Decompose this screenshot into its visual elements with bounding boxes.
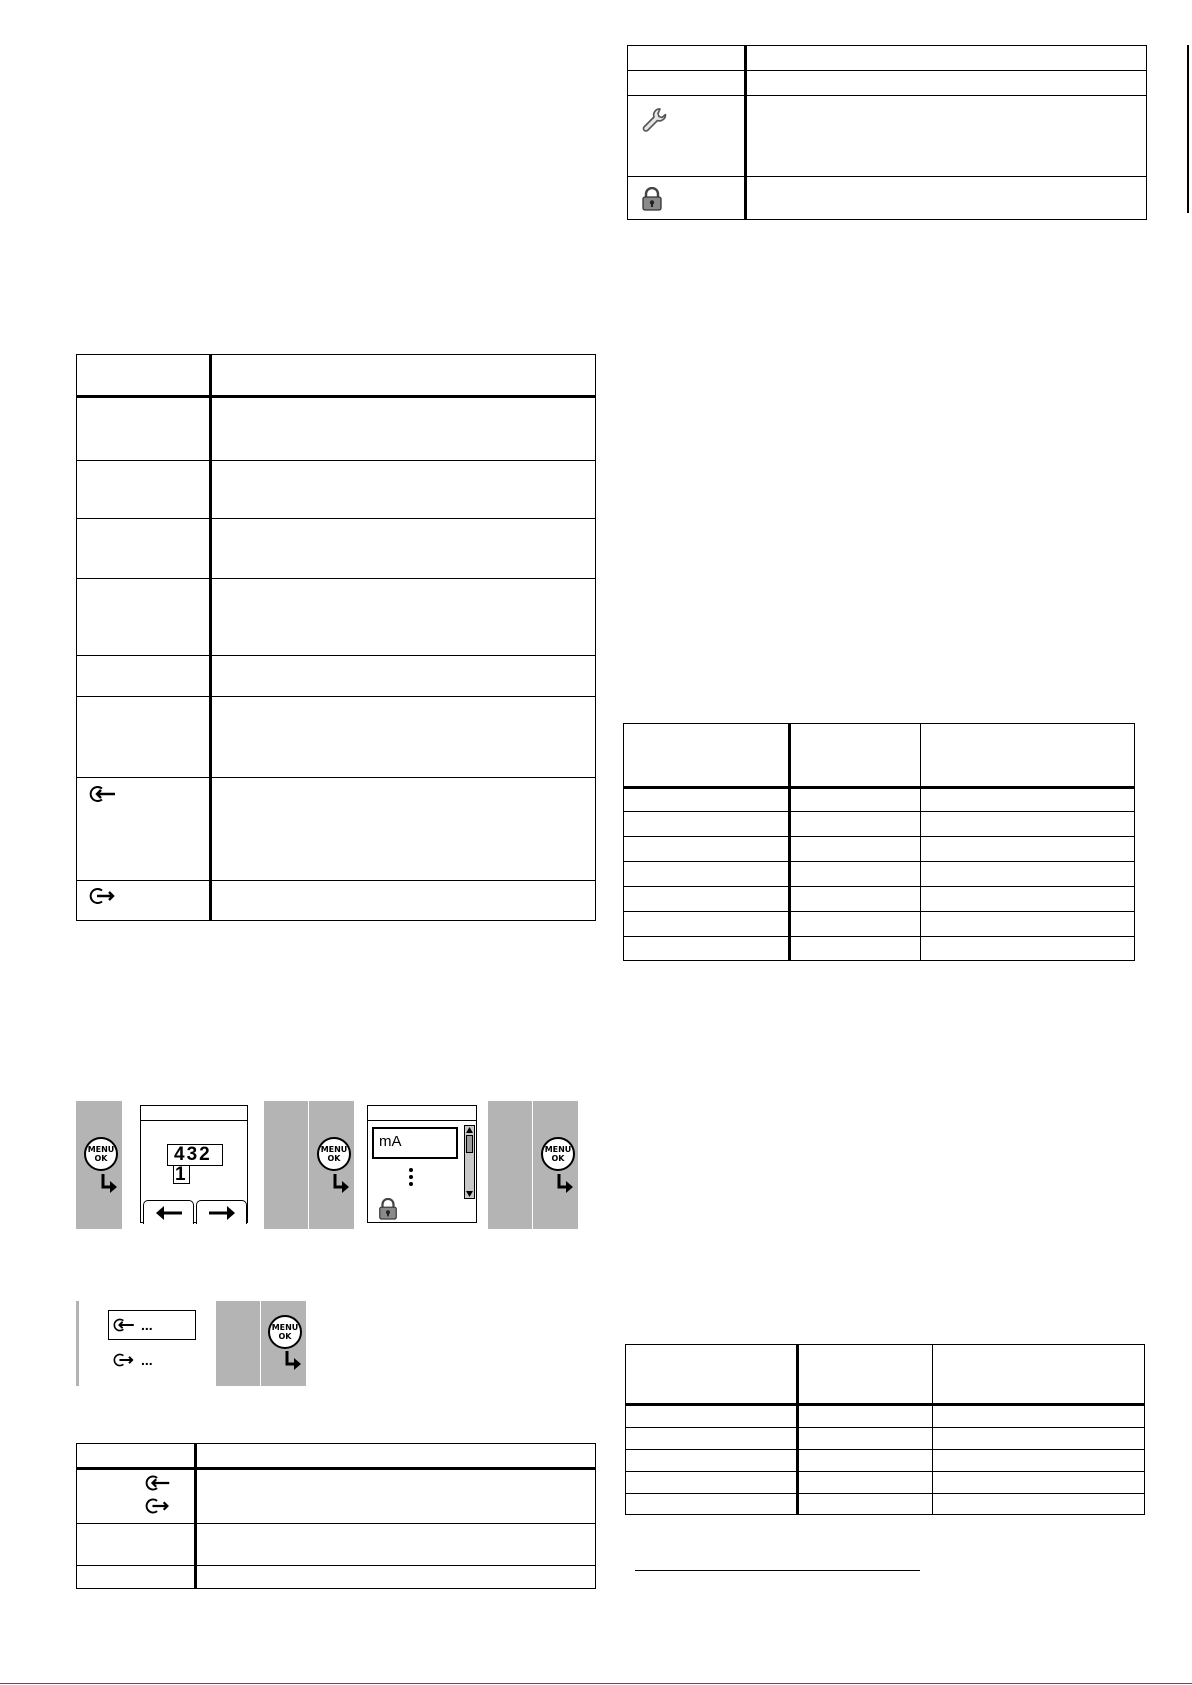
table-a-divider xyxy=(788,724,791,960)
menu-table-rule xyxy=(77,460,595,461)
table-a-rule xyxy=(624,861,1134,862)
code-field[interactable] xyxy=(167,1144,223,1185)
enter-menu-icon xyxy=(89,887,119,905)
menu-ok-button[interactable] xyxy=(84,1137,118,1171)
menu-table-rule xyxy=(77,518,595,519)
navigation-table-divider xyxy=(194,1444,197,1588)
menu-table-divider xyxy=(209,355,212,920)
ok-button-label: OK xyxy=(327,1154,341,1163)
table-b-rule xyxy=(626,1493,1144,1494)
scroll-up-icon xyxy=(465,1126,474,1134)
code-cursor-digit: 1 xyxy=(175,1164,188,1185)
arrow-left-icon xyxy=(154,1204,184,1222)
enter-menu-option[interactable] xyxy=(113,1349,153,1371)
menu-button-label: MENU xyxy=(544,1145,572,1154)
enter-menu-icon xyxy=(113,1351,137,1369)
table-b-rule xyxy=(626,1449,1144,1450)
menu-table-rule xyxy=(77,696,595,697)
menu-button-label: MENU xyxy=(271,1323,299,1332)
menu-table xyxy=(76,354,596,921)
menu-table-rule xyxy=(77,578,595,579)
ok-button-label: OK xyxy=(278,1332,292,1341)
scroll-down-icon xyxy=(465,1190,474,1198)
data-table-b xyxy=(625,1344,1145,1515)
left-softkey[interactable] xyxy=(143,1200,194,1224)
exit-menu-icon xyxy=(145,1474,173,1492)
enter-arrow-icon xyxy=(332,1173,350,1193)
menu-ok-button[interactable] xyxy=(268,1315,302,1349)
navigation-table-header-rule xyxy=(77,1467,595,1470)
code-digits: 432 xyxy=(174,1144,212,1165)
page-bottom-rule xyxy=(0,1683,1192,1684)
enter-menu-option-label: ... xyxy=(141,1352,153,1368)
navigation-table-rule xyxy=(77,1565,595,1566)
table-b-header-rule xyxy=(626,1403,1144,1406)
navigation-table-rule xyxy=(77,1523,595,1524)
grey-panel-divider xyxy=(532,1101,533,1229)
wrench-icon xyxy=(640,106,668,134)
footnote-rule xyxy=(635,1570,920,1571)
exit-menu-option[interactable] xyxy=(113,1314,153,1336)
menu-button-label: MENU xyxy=(320,1145,348,1154)
arrow-right-icon xyxy=(207,1204,237,1222)
ok-button-label: OK xyxy=(94,1154,108,1163)
data-table-a xyxy=(623,723,1135,961)
table-b-divider xyxy=(796,1345,799,1514)
unit-list-screen xyxy=(367,1105,477,1223)
more-items-ellipsis xyxy=(409,1168,413,1189)
menu-ok-button[interactable] xyxy=(317,1137,351,1171)
grey-panel-divider xyxy=(260,1301,261,1386)
unit-option-selected[interactable]: mA xyxy=(372,1127,458,1159)
tools-table-rule xyxy=(628,70,1146,71)
table-a-rule xyxy=(624,811,1134,812)
table-b-divider xyxy=(932,1345,933,1514)
table-b-rule xyxy=(626,1427,1144,1428)
screen-titlebar xyxy=(368,1106,476,1121)
table-a-rule xyxy=(624,836,1134,837)
screen-titlebar xyxy=(141,1106,247,1121)
table-b-rule xyxy=(626,1471,1144,1472)
exit-menu-icon xyxy=(113,1316,137,1334)
code-entry-screen xyxy=(140,1105,248,1223)
padlock-icon xyxy=(641,187,663,211)
tools-table xyxy=(627,45,1147,220)
table-a-rule xyxy=(624,911,1134,912)
table-a-header-rule xyxy=(624,786,1134,789)
enter-menu-icon xyxy=(145,1497,173,1515)
exit-menu-option-label: ... xyxy=(141,1317,153,1333)
menu-table-rule xyxy=(77,655,595,656)
padlock-icon xyxy=(377,1198,399,1220)
enter-arrow-icon xyxy=(100,1173,118,1193)
table-a-rule xyxy=(624,936,1134,937)
tools-table-rule xyxy=(628,95,1146,96)
exit-menu-icon xyxy=(89,785,119,803)
scroll-thumb[interactable] xyxy=(466,1135,473,1153)
menu-table-rule xyxy=(77,880,595,881)
table-a-divider xyxy=(920,724,921,960)
list-scrollbar[interactable] xyxy=(464,1125,475,1199)
selection-margin-bar xyxy=(76,1301,79,1386)
menu-table-rule xyxy=(77,777,595,778)
tools-table-divider xyxy=(744,46,747,219)
enter-arrow-icon xyxy=(556,1173,574,1193)
enter-arrow-icon xyxy=(284,1350,302,1370)
margin-marker xyxy=(1187,45,1189,213)
right-softkey[interactable] xyxy=(196,1200,247,1224)
menu-ok-button[interactable] xyxy=(541,1137,575,1171)
table-a-rule xyxy=(624,886,1134,887)
ok-button-label: OK xyxy=(551,1154,565,1163)
navigation-table xyxy=(76,1443,596,1589)
grey-panel-divider xyxy=(308,1101,309,1229)
menu-button-label: MENU xyxy=(87,1145,115,1154)
menu-table-header-rule xyxy=(77,395,595,398)
tools-table-rule xyxy=(628,176,1146,177)
